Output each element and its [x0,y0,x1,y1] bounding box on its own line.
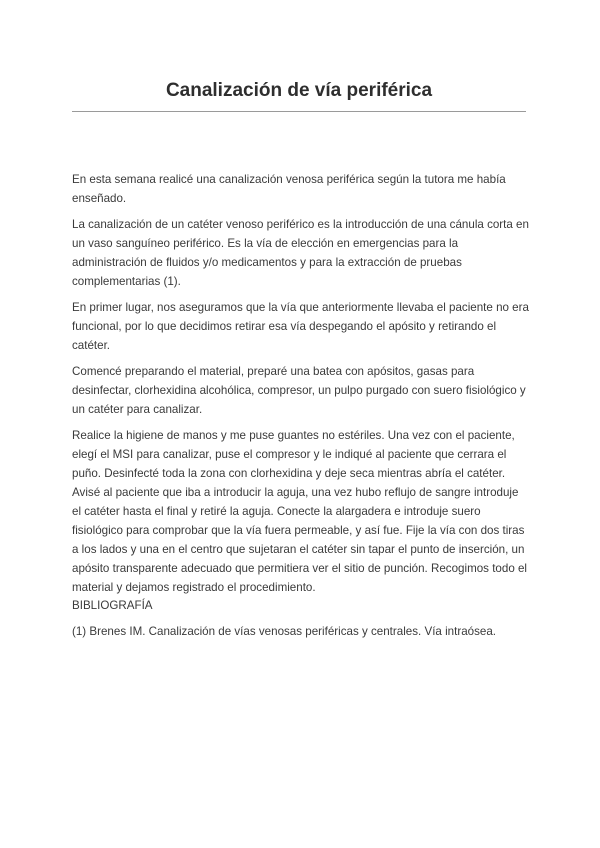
paragraph-intro: En esta semana realicé una canalización venosa periférica según la tutora me había enseñado. [72,173,506,205]
paragraph-procedure: Realice la higiene de manos y me puse guantes no estériles. Una vez con el paciente, elegí el MSI para canalizar, puse el compresor y le indiqué al paciente que cerrara el puño. Desinfecté toda la zona con clorhexidina y deje seca mientras abría el catéter. Avisé al paciente que iba a introducir la aguja, una vez hubo reflujo de sangre introduje el catéter hasta el final y retiré la aguja. Conecte la alargadera e introduje suero fisiológico para comprobar que la vía fuera permeable, y así fue. Fije la vía con dos tiras a los lados y una en el centro que sujetaran el catéter sin tapar el punto de inserción, un apósito transparente adecuado que permitiera ver el sitio de punción. Recogimos todo el material y dejamos registrado el procedimiento. [72,429,528,594]
paragraph-material: Comencé preparando el material, preparé una batea con apósitos, gasas para desinfectar, clorhexidina alcohólica, compresor, un pulpo purgado con suero fisiológico y un catéter para canalizar. [72,365,526,416]
paragraph-removal: En primer lugar, nos aseguramos que la vía que anteriormente llevaba el paciente no era funcional, por lo que decidimos retirar esa vía despegando el apósito y retirando el catéter. [72,301,529,352]
document-title: Canalización de vía periférica [165,80,433,101]
bibliography-heading: BIBLIOGRAFÍA [72,599,153,612]
paragraph-definition: La canalización de un catéter venoso periférico es la introducción de una cánula corta en un vaso sanguíneo periférico. Es la vía de elección en emergencias para la administración de fluidos y/o medicamentos y para la extracción de pruebas complementarias (1). [72,218,529,288]
bibliography-entry: (1) Brenes IM. Canalización de vías venosas periféricas y centrales. Vía intraósea. [72,625,497,638]
document-body [72,170,530,604]
title-divider [72,111,526,112]
